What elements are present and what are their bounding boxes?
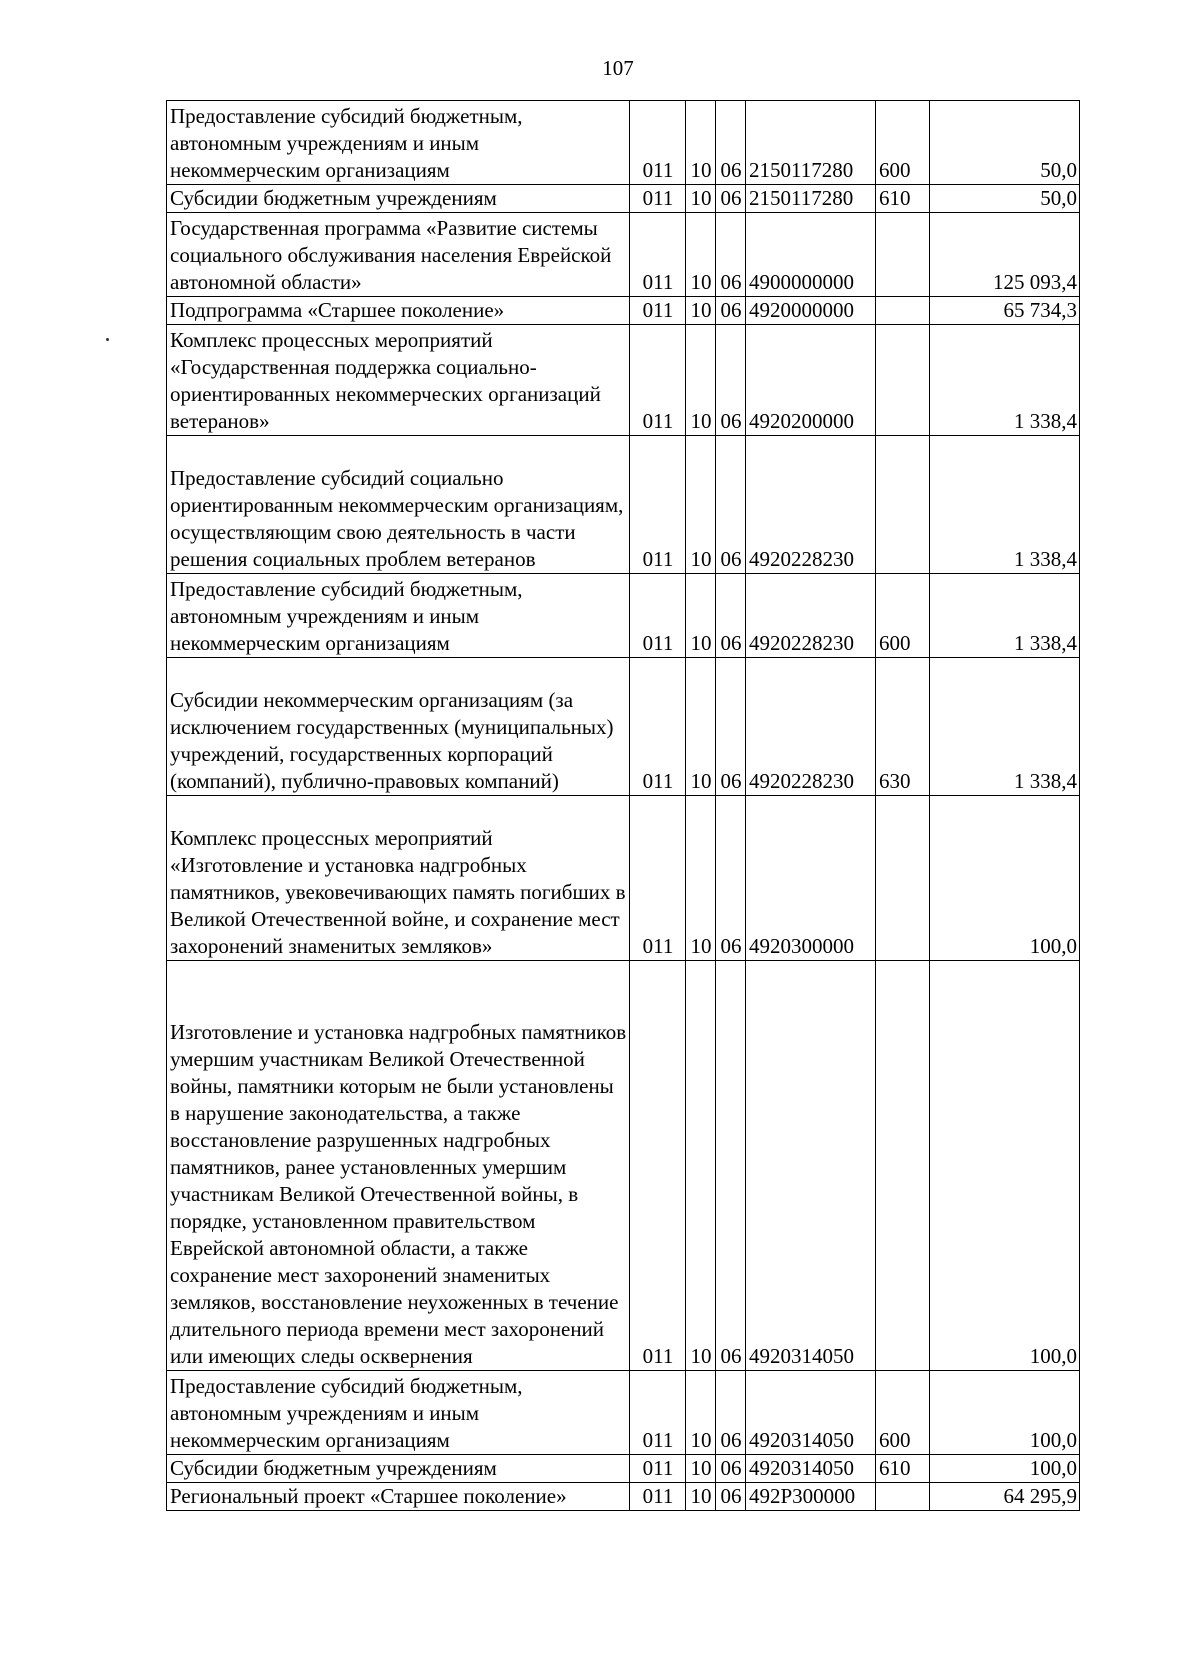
row-csr: 4920314050 <box>746 1455 876 1483</box>
row-sum: 100,0 <box>930 1371 1080 1455</box>
row-code: 011 <box>630 436 686 574</box>
row-section: 10 <box>686 1371 716 1455</box>
row-sum: 65 734,3 <box>930 297 1080 325</box>
row-vr: 600 <box>876 574 930 658</box>
row-csr: 4920300000 <box>746 796 876 961</box>
row-code: 011 <box>630 658 686 796</box>
row-name: Подпрограмма «Старшее поколение» <box>167 297 630 325</box>
row-sum: 1 338,4 <box>930 658 1080 796</box>
row-subsection: 06 <box>716 1455 746 1483</box>
table-row <box>167 213 1080 297</box>
row-section: 10 <box>686 1455 716 1483</box>
table-row <box>167 1371 1080 1455</box>
row-section: 10 <box>686 213 716 297</box>
row-sum: 100,0 <box>930 1455 1080 1483</box>
row-csr: 4920228230 <box>746 658 876 796</box>
table-row <box>167 1455 1080 1483</box>
budget-table <box>166 100 1080 1511</box>
table-row <box>167 297 1080 325</box>
table-row <box>167 325 1080 436</box>
table-row <box>167 796 1080 961</box>
row-section: 10 <box>686 796 716 961</box>
budget-table-body <box>167 101 1080 1511</box>
row-vr <box>876 961 930 1371</box>
row-subsection: 06 <box>716 213 746 297</box>
row-name: Предоставление субсидий социально ориентированным некоммерческим организациям, осуществляющим свою деятельность в части решения социальных проблем ветеранов <box>167 436 630 574</box>
row-csr: 4920228230 <box>746 436 876 574</box>
row-sum: 100,0 <box>930 961 1080 1371</box>
row-sum: 50,0 <box>930 101 1080 185</box>
row-subsection: 06 <box>716 101 746 185</box>
row-csr: 2150117280 <box>746 185 876 213</box>
table-row <box>167 436 1080 574</box>
row-code: 011 <box>630 796 686 961</box>
row-subsection: 06 <box>716 796 746 961</box>
row-vr <box>876 1483 930 1511</box>
row-csr: 4920200000 <box>746 325 876 436</box>
row-name: Комплекс процессных мероприятий «Государственная поддержка социально-ориентированных некоммерческих организаций ветеранов» <box>167 325 630 436</box>
table-row <box>167 185 1080 213</box>
row-code: 011 <box>630 185 686 213</box>
row-csr: 4920314050 <box>746 961 876 1371</box>
row-vr <box>876 297 930 325</box>
table-row <box>167 961 1080 1371</box>
row-code: 011 <box>630 1483 686 1511</box>
row-name: Региональный проект «Старшее поколение» <box>167 1483 630 1511</box>
scan-speck <box>106 338 109 341</box>
row-code: 011 <box>630 325 686 436</box>
row-sum: 50,0 <box>930 185 1080 213</box>
row-subsection: 06 <box>716 574 746 658</box>
row-subsection: 06 <box>716 658 746 796</box>
row-vr: 600 <box>876 101 930 185</box>
row-sum: 1 338,4 <box>930 574 1080 658</box>
row-subsection: 06 <box>716 1371 746 1455</box>
row-sum: 64 295,9 <box>930 1483 1080 1511</box>
row-name: Государственная программа «Развитие системы социального обслуживания населения Еврейской автономной области» <box>167 213 630 297</box>
row-name: Предоставление субсидий бюджетным, автономным учреждениям и иным некоммерческим организациям <box>167 101 630 185</box>
table-row <box>167 574 1080 658</box>
row-vr <box>876 436 930 574</box>
row-name: Субсидии некоммерческим организациям (за исключением государственных (муниципальных) учреждений, государственных корпораций (компаний), публично-правовых компаний) <box>167 658 630 796</box>
row-code: 011 <box>630 101 686 185</box>
table-row <box>167 658 1080 796</box>
row-csr: 492Р300000 <box>746 1483 876 1511</box>
row-section: 10 <box>686 325 716 436</box>
row-section: 10 <box>686 185 716 213</box>
row-vr <box>876 796 930 961</box>
page-number: 107 <box>602 56 634 80</box>
table-row <box>167 101 1080 185</box>
row-sum: 125 093,4 <box>930 213 1080 297</box>
row-subsection: 06 <box>716 1483 746 1511</box>
row-section: 10 <box>686 574 716 658</box>
row-vr <box>876 325 930 436</box>
table-row <box>167 1483 1080 1511</box>
row-vr: 610 <box>876 1455 930 1483</box>
row-sum: 1 338,4 <box>930 436 1080 574</box>
row-csr: 4920000000 <box>746 297 876 325</box>
row-code: 011 <box>630 213 686 297</box>
row-code: 011 <box>630 297 686 325</box>
row-csr: 2150117280 <box>746 101 876 185</box>
row-section: 10 <box>686 961 716 1371</box>
row-csr: 4920228230 <box>746 574 876 658</box>
row-section: 10 <box>686 101 716 185</box>
row-name: Предоставление субсидий бюджетным, автономным учреждениям и иным некоммерческим организациям <box>167 574 630 658</box>
row-subsection: 06 <box>716 436 746 574</box>
row-vr: 630 <box>876 658 930 796</box>
row-subsection: 06 <box>716 297 746 325</box>
row-name: Комплекс процессных мероприятий «Изготовление и установка надгробных памятников, увековечивающих память погибших в Великой Отечественной войне, и сохранение мест захоронений знаменитых земляков» <box>167 796 630 961</box>
row-name: Субсидии бюджетным учреждениям <box>167 1455 630 1483</box>
row-csr: 4900000000 <box>746 213 876 297</box>
row-subsection: 06 <box>716 961 746 1371</box>
row-section: 10 <box>686 1483 716 1511</box>
row-code: 011 <box>630 1371 686 1455</box>
row-name: Субсидии бюджетным учреждениям <box>167 185 630 213</box>
row-subsection: 06 <box>716 325 746 436</box>
row-section: 10 <box>686 436 716 574</box>
row-code: 011 <box>630 1455 686 1483</box>
row-code: 011 <box>630 574 686 658</box>
row-subsection: 06 <box>716 185 746 213</box>
row-section: 10 <box>686 297 716 325</box>
row-name: Изготовление и установка надгробных памятников умершим участникам Великой Отечественной войны, памятники которым не были установлены в нарушение законодательства, а также восстановление разрушенных надгробных памятников, ранее установленных умершим участникам Великой Отечественной войны, в порядке, установленном правительством Еврейской автономной области, а также сохранение мест захоронений знаменитых земляков, восстановление неухоженных в течение длительного периода времени мест захоронений или имеющих следы осквернения <box>167 961 630 1371</box>
row-csr: 4920314050 <box>746 1371 876 1455</box>
row-name: Предоставление субсидий бюджетным, автономным учреждениям и иным некоммерческим организациям <box>167 1371 630 1455</box>
row-vr: 610 <box>876 185 930 213</box>
row-sum: 1 338,4 <box>930 325 1080 436</box>
row-sum: 100,0 <box>930 796 1080 961</box>
row-vr <box>876 213 930 297</box>
row-vr: 600 <box>876 1371 930 1455</box>
row-section: 10 <box>686 658 716 796</box>
row-code: 011 <box>630 961 686 1371</box>
